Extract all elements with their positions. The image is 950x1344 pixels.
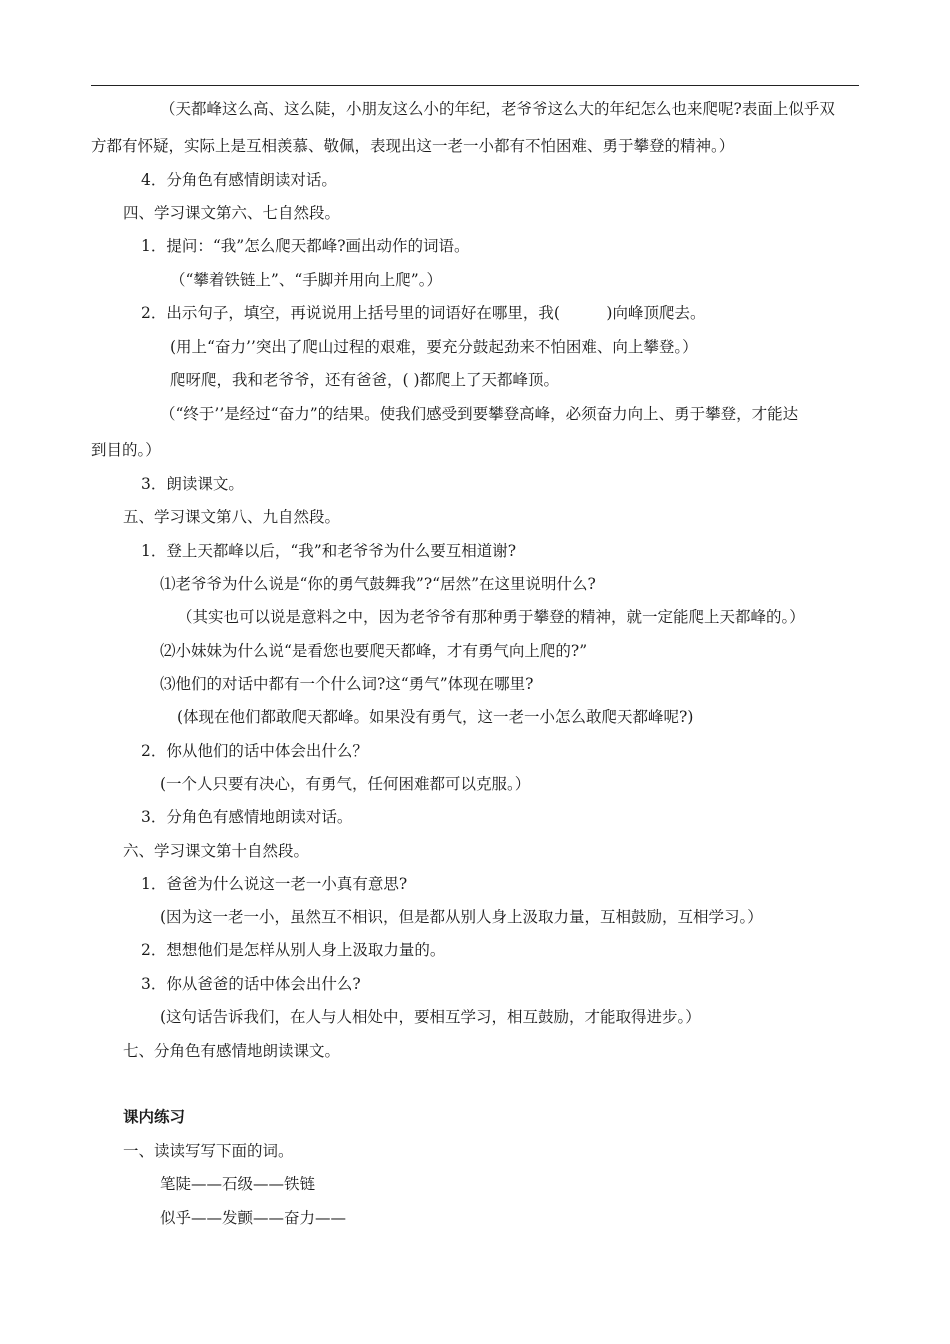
- sub-question: ⑴老爷爷为什么说是“你的勇气鼓舞我”?“居然”在这里说明什么?: [160, 575, 596, 593]
- list-item: 3．朗读课文。: [141, 475, 244, 493]
- paragraph-line: （天都峰这么高、这么陡，小朋友这么小的年纪，老爷爷这么大的年纪怎么也来爬呢?表面上似乎双: [160, 100, 835, 118]
- section-heading: 四、学习课文第六、七自然段。: [123, 204, 341, 222]
- paragraph-line: 方都有怀疑，实际上是互相羡慕、敬佩，表现出这一老一小都有不怕困难、勇于攀登的精神。）: [91, 137, 735, 155]
- list-item: 1．提问：“我”怎么爬天都峰?画出动作的词语。: [141, 237, 470, 255]
- word-list: 似乎——发颤——奋力——: [160, 1209, 347, 1227]
- answer-note: (用上“奋力’’突出了爬山过程的艰难，要充分鼓起劲来不怕困难、向上攀登。）: [170, 338, 698, 356]
- word-list: 笔陡——石级——铁链: [160, 1175, 316, 1193]
- list-item: 2．出示句子，填空，再说说用上括号里的词语好在哪里，我( )向峰顶爬去。: [141, 304, 706, 322]
- answer-note: (因为这一老一小，虽然互不相识，但是都从别人身上汲取力量，互相鼓励，互相学习。）: [160, 908, 763, 926]
- header-rule: [91, 85, 859, 86]
- answer-note: (一个人只要有决心，有勇气，任何困难都可以克服。）: [160, 775, 531, 793]
- answer-note: （“终于’’是经过“奋力”的结果。使我们感受到要攀登高峰，必须奋力向上、勇于攀登，才能达: [160, 405, 799, 423]
- answer-note: 到目的。）: [91, 441, 161, 459]
- sub-question: ⑵小妹妹为什么说“是看您也要爬天都峰，才有勇气向上爬的?”: [160, 642, 588, 660]
- sub-question: ⑶他们的对话中都有一个什么词?这“勇气”体现在哪里?: [160, 675, 534, 693]
- list-item: 1．爸爸为什么说这一老一小真有意思?: [141, 875, 408, 893]
- list-item: 1．登上天都峰以后，“我”和老爷爷为什么要互相道谢?: [141, 542, 517, 560]
- answer-note: (这句话告诉我们，在人与人相处中，要相互学习，相互鼓励，才能取得进步。）: [160, 1008, 701, 1026]
- section-heading: 五、学习课文第八、九自然段。: [123, 508, 341, 526]
- list-item: 3．你从爸爸的话中体会出什么?: [141, 975, 361, 993]
- list-item: 2．你从他们的话中体会出什么？: [141, 742, 368, 760]
- exercise-title: 课内练习: [123, 1107, 186, 1126]
- answer-note: （其实也可以说是意料之中，因为老爷爷有那种勇于攀登的精神，就一定能爬上天都峰的。）: [177, 608, 805, 626]
- list-item: 2．想想他们是怎样从别人身上汲取力量的。: [141, 941, 446, 959]
- list-item: 4．分角色有感情朗读对话。: [141, 171, 337, 189]
- answer-note: (体现在他们都敢爬天都峰。如果没有勇气，这一老一小怎么敢爬天都峰呢?): [177, 708, 694, 726]
- section-heading: 一、读读写写下面的词。: [123, 1142, 294, 1160]
- list-item: 3．分角色有感情地朗读对话。: [141, 808, 353, 826]
- example-sentence: 爬呀爬，我和老爷爷，还有爸爸，( )都爬上了天都峰顶。: [170, 371, 560, 389]
- section-heading: 六、学习课文第十自然段。: [123, 842, 310, 860]
- section-heading: 七、分角色有感情地朗读课文。: [123, 1042, 341, 1060]
- answer-note: （“攀着铁链上”、“手脚并用向上爬”。）: [170, 271, 442, 289]
